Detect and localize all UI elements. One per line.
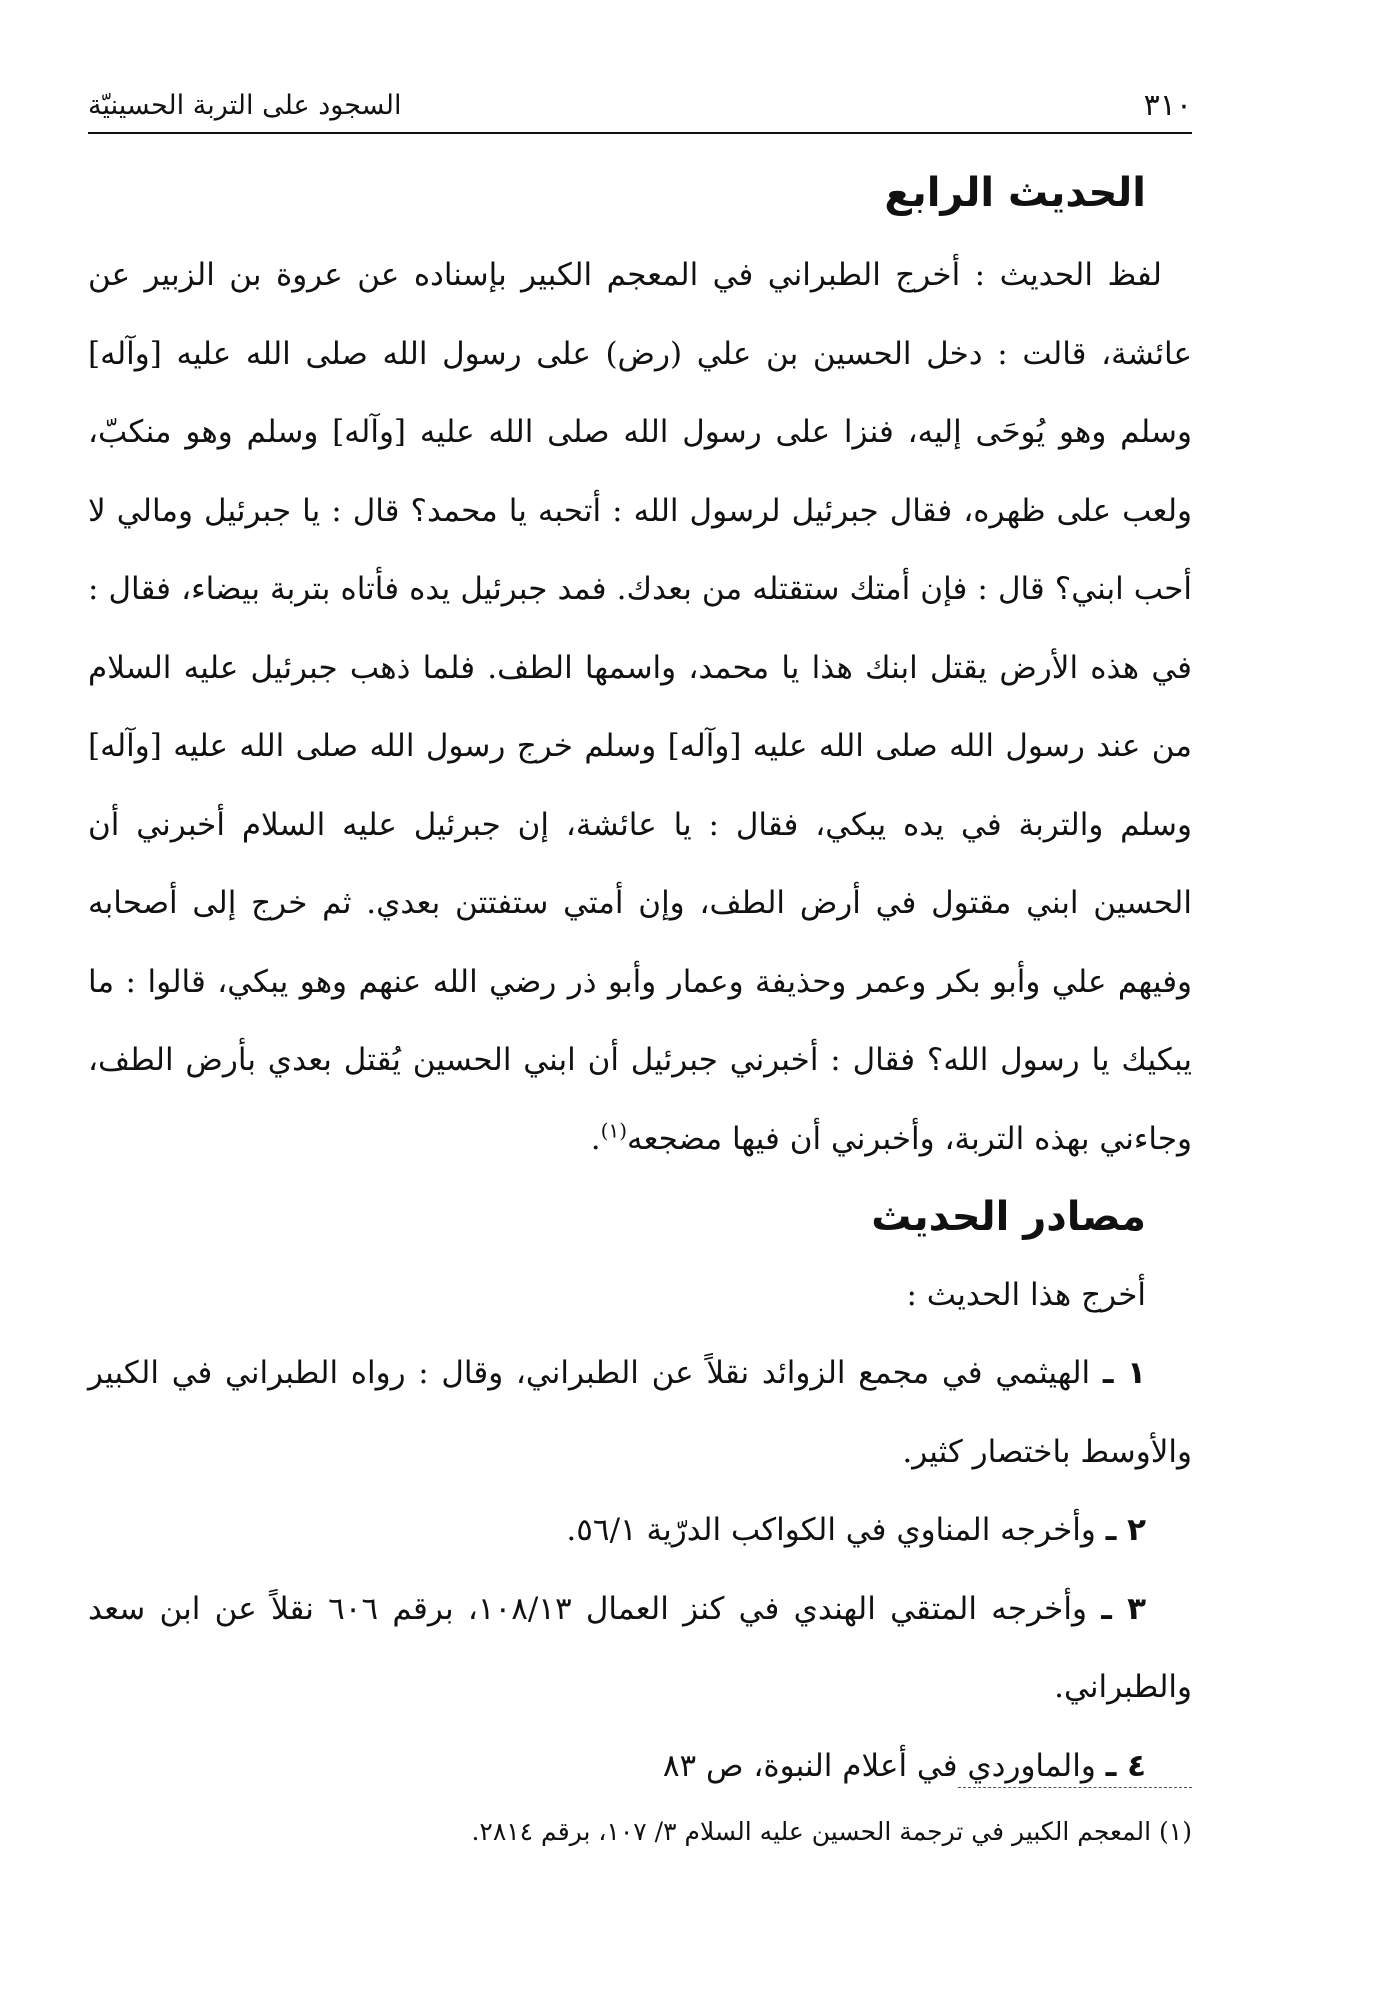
page-number: ٣١٠ [1143,88,1192,123]
source-item-text: وأخرجه المناوي في الكواكب الدرّية ٥٦/١. [566,1512,1096,1548]
hadith-text [88,236,1192,1178]
source-item [88,1570,1192,1727]
hadith-end: . [590,1120,601,1157]
running-title: السجود على التربة الحسينيّة [88,90,402,121]
footnote-marker[interactable]: (١) [600,1118,628,1143]
source-item-number: ٤ ـ [1105,1747,1146,1784]
source-item-number: ٣ ـ [1101,1590,1147,1627]
main-content [88,158,1192,1805]
source-item-number: ١ ـ [1102,1355,1146,1391]
sources-intro: أخرج هذا الحديث : [906,1277,1146,1313]
source-item-text: وأخرجه المتقي الهندي في كنز العمال ١٠٨/١٣، برقم ٦٠٦ نقلاً عن ابن سعد والطبراني. [88,1590,1192,1705]
footnote: (١) المعجم الكبير في ترجمة الحسين عليه السلام ٣/ ١٠٧، برقم ٢٨١٤. [471,1817,1192,1846]
source-item-text: الهيثمي في مجمع الزوائد نقلاً عن الطبراني، وقال : رواه الطبراني في الكبير والأوسط باختصار كثير. [88,1355,1192,1470]
section-heading: الحديث الرابع [884,170,1146,216]
running-header [88,80,1192,124]
header-rule [88,132,1192,134]
footnote-rule [958,1787,1192,1788]
source-item [88,1334,1192,1491]
source-item-text: والماوردي في أعلام النبوة، ص ٨٣ [662,1747,1096,1784]
source-item-number: ٢ ـ [1105,1512,1146,1548]
hadith-body: لفظ الحديث : أخرج الطبراني في المعجم الكبير بإسناده عن عروة بن الزبير عن عائشة، قالت : دخل الحسين بن علي (رض) على رسول الله صلى الله عليه [وآله] وسلم وهو يُوحَى إليه، فنزا على رسول الله صلى الله عليه [وآله] وسلم وهو منكبّ، ولعب على ظهره، فقال جبرئيل لرسول الله : أتحبه يا محمد؟ قال : يا جبرئيل ومالي لا أحب ابني؟ قال : فإن أمتك ستقتله من بعدك. فمد جبرئيل يده فأتاه بتربة بيضاء، فقال : في هذه الأرض يقتل ابنك هذا يا محمد، واسمها الطف. فلما ذهب جبرئيل عليه السلام من عند رسول الله صلى الله عليه [وآله] وسلم خرج رسول الله صلى الله عليه [وآله] وسلم والتربة في يده يبكي، فقال : يا عائشة، إن جبرئيل عليه السلام أخبرني أن الحسين ابني مقتول في أرض الطف، وإن أمتي ستفتتن بعدي. ثم خرج إلى أصحابه وفيهم علي وأبو بكر وعمر وحذيفة وعمار وأبو ذر رضي الله عنهم وهو يبكي، قالوا : ما يبكيك يا رسول الله؟ فقال : أخبرني جبرئيل أن ابني الحسين يُقتل بعدي بأرض الطف، وجاءني بهذه التربة، وأخبرني أن فيها مضجعه [88,257,1192,1157]
sources-heading: مصادر الحديث [871,1194,1146,1240]
source-list [88,1334,1192,1805]
source-item [88,1491,1192,1570]
source-item [88,1727,1192,1806]
